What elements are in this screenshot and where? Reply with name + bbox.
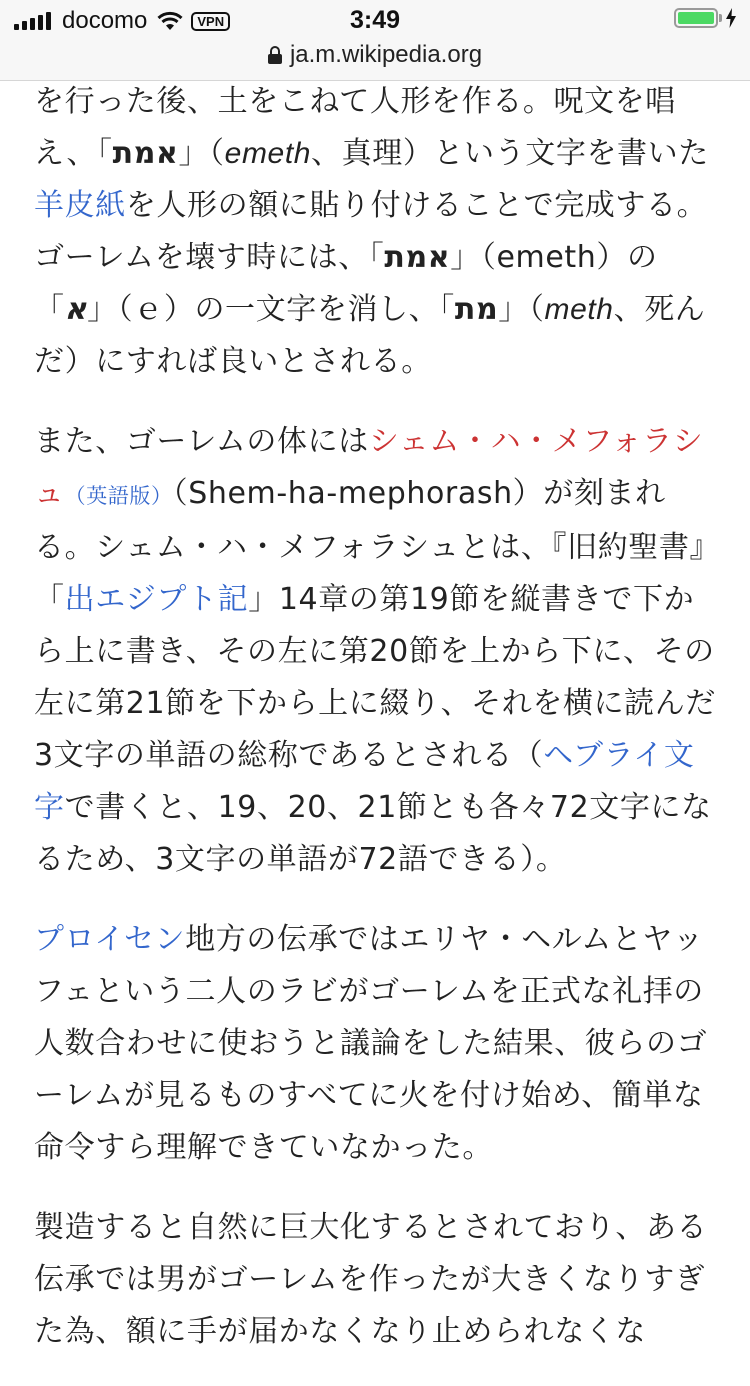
charging-bolt-icon (726, 8, 736, 28)
text-span: 」14章の第19節を縦書きで下から上に書き、その左に第20節を上から下に、その左に第21節を下から上に綴り、それを横に読んだ3文字の単語の総称であるとされる（ (34, 582, 716, 773)
lock-icon (268, 46, 282, 64)
browser-status-bar (0, 0, 750, 81)
hebrew-emeth: אמת (384, 240, 451, 275)
battery-indicator (674, 8, 736, 28)
paragraph-growth (34, 1202, 724, 1358)
text-span: 」（ｅ）の一文字を消し、「 (87, 292, 455, 327)
article-body (34, 76, 724, 1386)
text-span: 地方の伝承ではエリヤ・ヘルムとヤッフェという二人のラビがゴーレムを正式な礼拝の人数合わせに使おうと議論をした結果、彼らのゴーレムが見るものすべてに火を付け始め、簡単な命令すら理解できていなかった。 (34, 922, 708, 1165)
address-bar[interactable] (0, 40, 750, 70)
link-english-version[interactable]: 英語版 (86, 484, 152, 508)
paragraph-creation (34, 76, 724, 388)
paragraph-shem (34, 416, 724, 886)
status-time: 3:49 (349, 6, 401, 34)
link-prussia[interactable]: プロイセン (34, 922, 186, 957)
meth-italic: meth (544, 293, 614, 326)
text-span: を人形の額に貼り付けることで完成する。ゴーレムを壊す時には、「 (34, 188, 708, 275)
text-span: 製造すると自然に巨大化するとされており、ある伝承では男がゴーレムを作ったが大きくなりすぎた為、額に手が届かなくなり止められなくな (34, 1210, 708, 1349)
hebrew-meth: מת (454, 292, 499, 327)
text-span: （Shem-ha-mephorash）が刻まれる。シェム・ハ・メフォラシュとは、『旧約聖書』「 (34, 476, 721, 617)
link-hebrew-alphabet[interactable]: ヘブライ文字 (34, 738, 695, 825)
lang-paren-close: ） (151, 484, 173, 508)
text-span: 」（emeth）の「 (34, 240, 658, 327)
paragraph-prussia (34, 914, 724, 1174)
carrier-name: docomo (62, 7, 148, 34)
hebrew-emeth: אמת (112, 136, 179, 171)
text-span: を行った後、土をこねて人形を作る。呪文を唱え、「 (34, 84, 676, 171)
vpn-badge: VPN (191, 12, 230, 31)
hebrew-aleph: א (64, 292, 88, 327)
link-exodus[interactable]: 出エジプト記 (64, 582, 249, 617)
lang-paren-open: （ (64, 484, 87, 508)
text-span: で書くと、19、20、21節とも各々72文字になるため、3文字の単語が72語できる）。 (34, 790, 712, 877)
link-parchment[interactable]: 羊皮紙 (34, 188, 126, 223)
text-span: 」（ (178, 136, 225, 171)
text-span: 、真理）という文字を書いた (311, 136, 709, 171)
text-span: 、死んだ）にすれば良いとされる。 (34, 292, 706, 379)
text-span: また、ゴーレムの体には (34, 424, 369, 459)
battery-icon (674, 8, 718, 28)
redlink-shem-ha-mephorash[interactable]: シェム・ハ・メフォラシュ (34, 424, 704, 511)
text-span: 」（ (498, 292, 545, 327)
url-text: ja.m.wikipedia.org (289, 41, 483, 68)
emeth-italic: emeth (224, 137, 312, 170)
